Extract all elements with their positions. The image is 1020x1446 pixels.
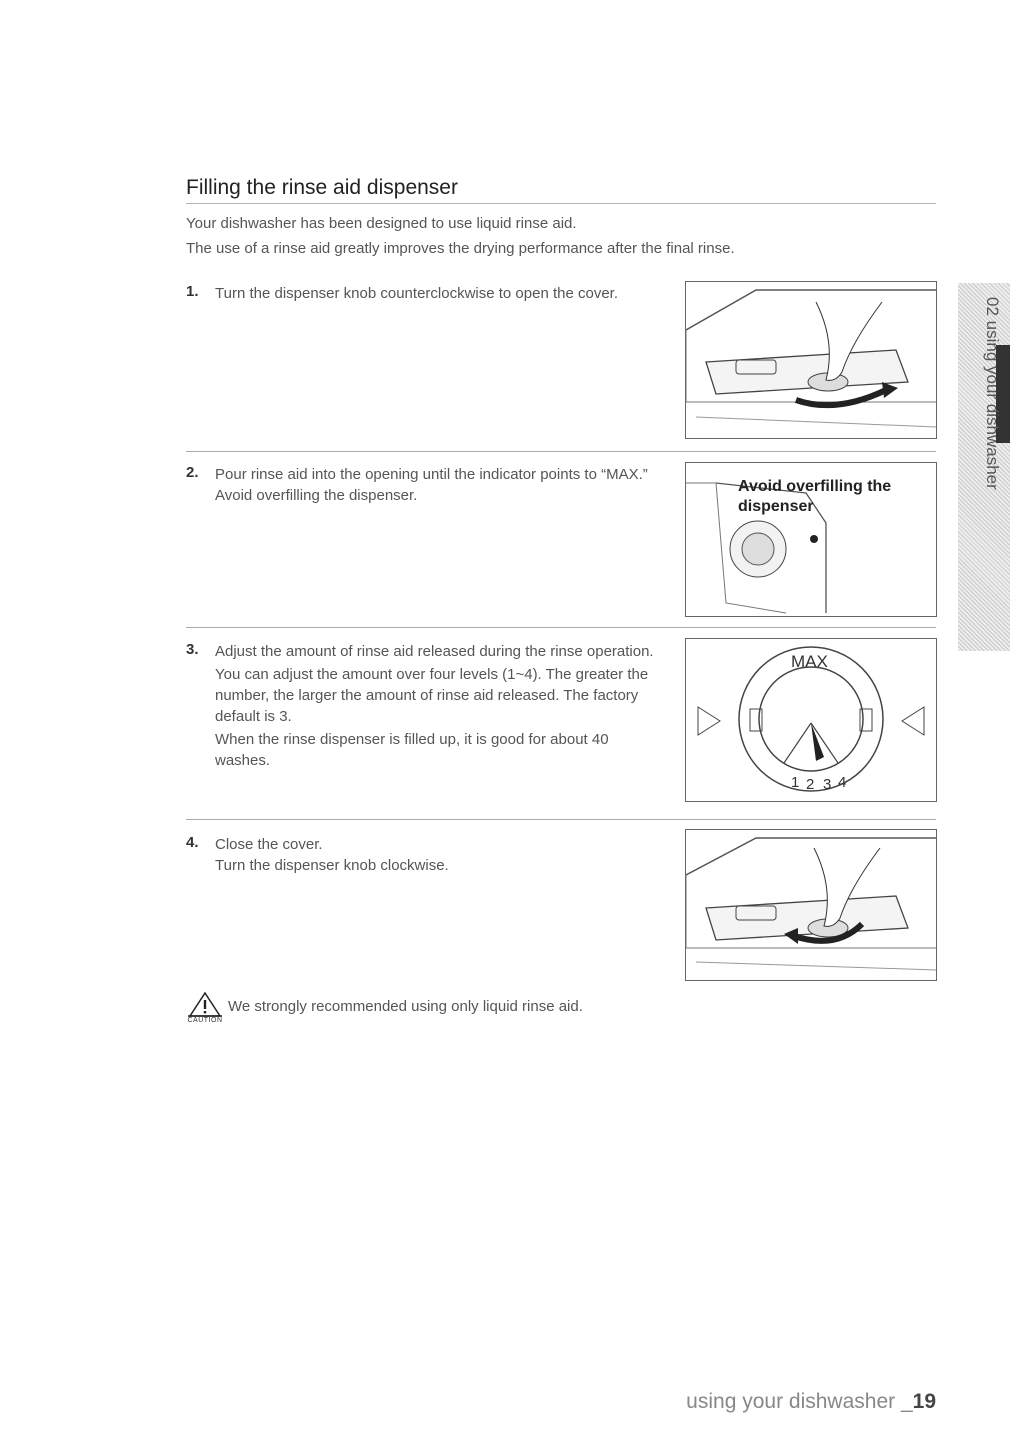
figure-level-dial (685, 638, 937, 802)
step-2-text (215, 464, 665, 506)
step-1-text (215, 283, 645, 304)
step-2-number: 2. (186, 464, 199, 481)
step-1-number: 1. (186, 283, 199, 300)
step-4-line-1: Close the cover. (215, 836, 323, 853)
step-3-line-1: Adjust the amount of rinse aid released during the rinse operation. (215, 643, 654, 660)
caution-label: CAUTION (187, 1017, 223, 1024)
divider-3 (186, 819, 936, 820)
step-1-line-1: Turn the dispenser knob counterclockwise to open the cover. (215, 285, 619, 302)
page-footer (686, 1390, 936, 1414)
step-4-text (215, 834, 665, 876)
divider-2 (186, 627, 936, 628)
chapter-side-tab (958, 283, 1010, 651)
figure-open-knob (685, 281, 937, 439)
step-3-line-2: You can adjust the amount over four levels (1~4). The greater the number, the larger the amount of rinse aid released. The factory default is 3. (215, 666, 649, 725)
overfill-label-line-1: Avoid overfilling the (738, 478, 892, 495)
step-4-line-2: Turn the dispenser knob clockwise. (215, 857, 449, 874)
page-number: 19 (912, 1390, 936, 1413)
step-3-text (215, 641, 665, 771)
step-3-line-3: When the rinse dispenser is filled up, it is good for about 40 washes. (215, 731, 609, 769)
caution-text: We strongly recommended using only liquid rinse aid. (228, 998, 583, 1015)
figure-close-knob (685, 829, 937, 981)
page-title: Filling the rinse aid dispenser (186, 176, 936, 204)
dial-level-2: 2 (806, 776, 815, 793)
dial-max-label: MAX (791, 652, 828, 671)
caution-warning-icon (186, 990, 224, 1018)
dial-level-1: 1 (791, 774, 800, 791)
intro-line-1: Your dishwasher has been designed to use liquid rinse aid. (186, 215, 577, 232)
chapter-tab-label: 02 using your dishwasher (983, 297, 1002, 490)
step-2-line-1: Pour rinse aid into the opening until the indicator points to “MAX.” Avoid overfilling the dispenser. (215, 466, 648, 504)
dial-level-3: 3 (823, 776, 832, 793)
footer-text: using your dishwasher _ (686, 1390, 913, 1413)
step-4-number: 4. (186, 834, 199, 851)
intro-line-2: The use of a rinse aid greatly improves the drying performance after the final rinse. (186, 240, 735, 257)
figure-overfill-warning (685, 462, 937, 617)
overfill-label-line-2: dispenser (738, 498, 814, 515)
dial-level-4: 4 (838, 774, 847, 791)
step-3-number: 3. (186, 641, 199, 658)
divider-1 (186, 451, 936, 452)
